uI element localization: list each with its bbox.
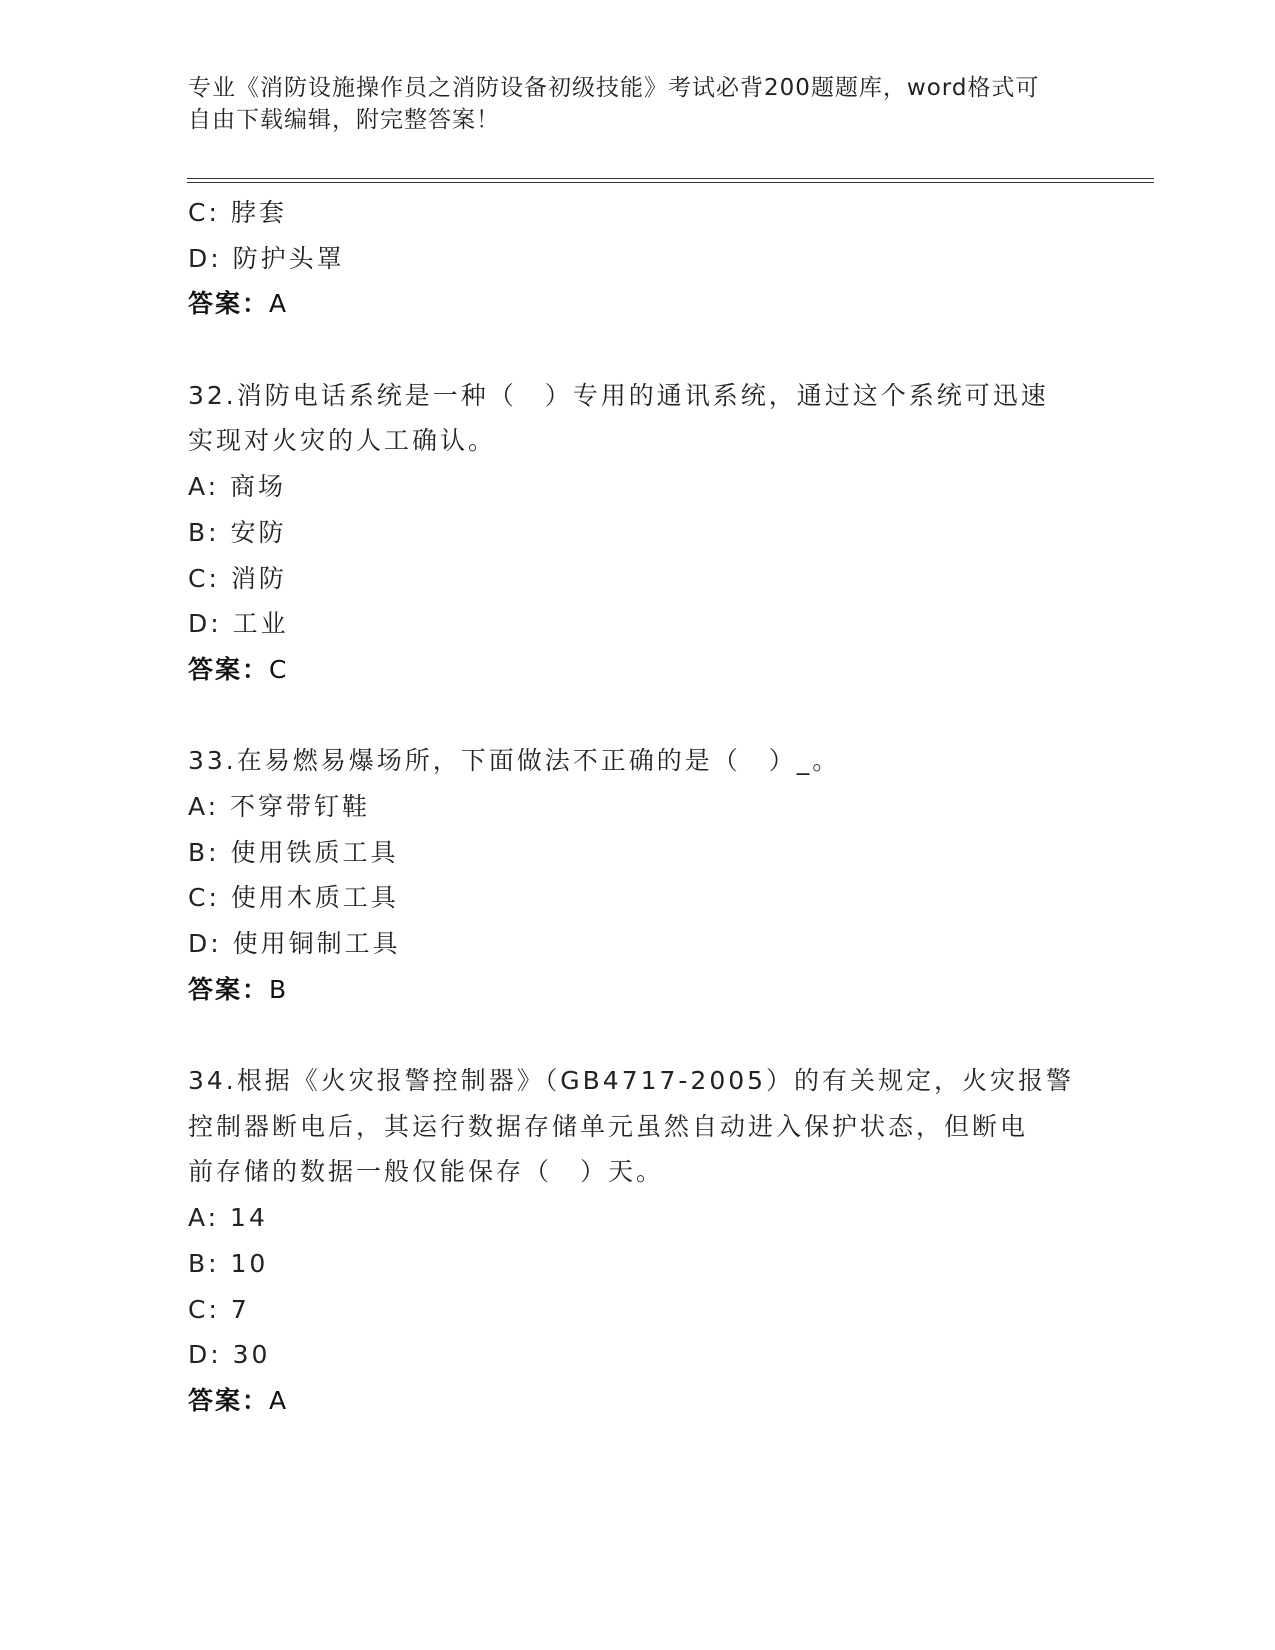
header-divider-top [187, 178, 1154, 179]
answer-label: 答案： [188, 974, 270, 1004]
question-34 [188, 1058, 1108, 1424]
answer-line [188, 647, 1108, 693]
option-c: C: 消防 [188, 563, 287, 593]
document-header [188, 72, 1068, 136]
option-c: C: 7 [188, 1294, 250, 1324]
option-b: B: 安防 [188, 517, 287, 547]
option-a: A: 不穿带钉鞋 [188, 791, 371, 821]
option-b: B: 使用铁质工具 [188, 837, 399, 867]
answer-value: A [269, 289, 289, 319]
header-title-line-2: 自由下载编辑，附完整答案！ [188, 107, 500, 133]
question-spacer [188, 693, 1108, 739]
answer-label: 答案： [188, 1385, 270, 1415]
question-stem-line: 33.在易燃易爆场所，下面做法不正确的是（ ）_。 [188, 746, 841, 776]
answer-label: 答案： [188, 289, 270, 319]
question-31-tail [188, 190, 1108, 327]
question-stem-line: 34.根据《火灾报警控制器》（GB4717-2005）的有关规定，火灾报警 [188, 1066, 1075, 1096]
option-c: C: 使用木质工具 [188, 883, 399, 913]
header-title-line-1: 专业《消防设施操作员之消防设备初级技能》考试必背200题题库，word格式可 [188, 75, 1040, 101]
answer-value: C [269, 654, 289, 684]
option-a: A: 14 [188, 1203, 268, 1233]
question-list [188, 190, 1108, 1424]
answer-value: A [269, 1385, 289, 1415]
question-32 [188, 373, 1108, 693]
question-33 [188, 738, 1108, 1012]
option-a: A: 商场 [188, 472, 287, 502]
option-b: B: 10 [188, 1248, 269, 1278]
option-d: D: 30 [188, 1340, 271, 1370]
question-stem-line: 控制器断电后，其运行数据存储单元虽然自动进入保护状态，但断电 [188, 1111, 1029, 1141]
answer-value: B [269, 974, 289, 1004]
question-stem-line: 32.消防电话系统是一种（ ）专用的通讯系统，通过这个系统可迅速 [188, 380, 1049, 410]
question-spacer [188, 1012, 1108, 1058]
option-c: C: 脖套 [188, 198, 287, 227]
question-stem-line: 实现对火灾的人工确认。 [188, 426, 497, 456]
question-stem-line: 前存储的数据一般仅能保存（ ）天。 [188, 1157, 665, 1187]
option-d: D: 防护头罩 [188, 243, 345, 273]
answer-label: 答案： [188, 654, 270, 684]
option-d: D: 工业 [188, 609, 289, 639]
option-d: D: 使用铜制工具 [188, 929, 401, 958]
header-divider-bottom [187, 182, 1154, 183]
question-spacer [188, 327, 1108, 373]
answer-line [188, 281, 1108, 327]
answer-line [188, 967, 1108, 1013]
answer-line [188, 1378, 1108, 1424]
